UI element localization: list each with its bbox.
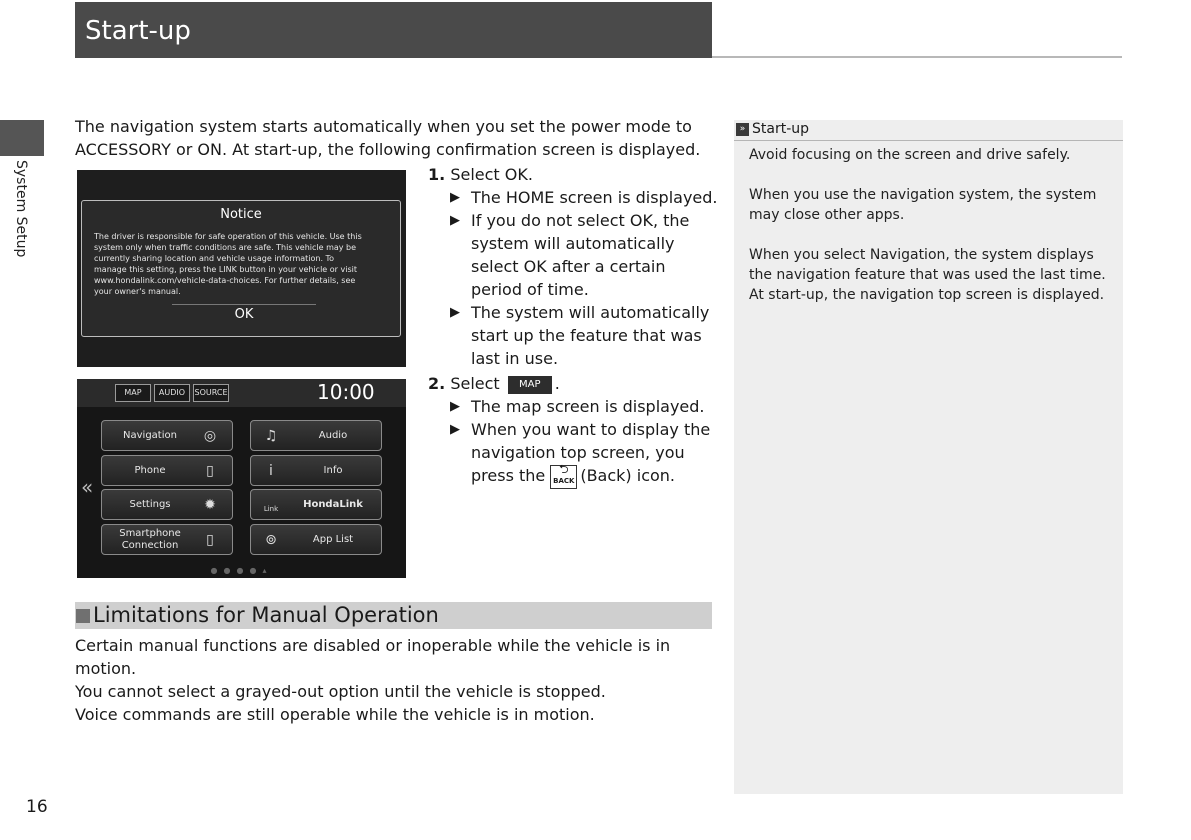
play-arrow-icon: ▶ — [450, 213, 460, 228]
section-title: Limitations for Manual Operation — [93, 603, 439, 627]
step-text: Select — [450, 374, 505, 393]
notice-line: your owner's manual. — [94, 287, 181, 296]
hondalink-button[interactable] — [250, 489, 382, 520]
steps — [428, 163, 718, 489]
audio-button[interactable] — [250, 420, 382, 451]
step-text: . — [554, 374, 560, 393]
map-chip-icon: MAP — [508, 376, 552, 394]
step-2-sub-b — [428, 418, 718, 489]
notice-line: The driver is responsible for safe operation of this vehicle. Use this — [94, 232, 362, 241]
step-text: . — [527, 165, 533, 184]
sidebar-paragraph: Avoid focusing on the screen and drive safely. — [749, 147, 1071, 163]
phone-icon: ▯ — [206, 463, 214, 479]
home-top-bar — [77, 379, 406, 407]
section-square-icon — [76, 609, 90, 623]
intro-paragraph: The navigation system starts automatically when you set the power mode to ACCESSORY or ON. At start-up, the following confirmation screen is displayed. — [75, 117, 701, 159]
hondalink-button-label: HondaLink — [303, 499, 363, 510]
sub-text: The map screen is displayed. — [471, 397, 705, 416]
sub-text: The system will automatically start up the feature that was last in use. — [471, 303, 710, 368]
navigation-button[interactable] — [101, 420, 233, 451]
sidebar-keyword: Navigation — [869, 247, 946, 263]
music-note-icon: ♫ — [264, 428, 278, 444]
smartphone-connection-button[interactable] — [101, 524, 233, 555]
phone-button-label: Phone — [134, 465, 166, 476]
title-rule — [712, 56, 1122, 58]
notice-title: Notice — [220, 207, 262, 222]
sidebar-text: , the system displays the navigation feature that was used the last time. At start-up, the navigation top screen is displayed. — [749, 247, 1106, 303]
notice-line: www.hondalink.com/vehicle-data-choices. For further details, see — [94, 276, 356, 285]
app-list-button[interactable] — [250, 524, 382, 555]
step-1-sub-a — [428, 186, 718, 209]
page-title: Start-up — [85, 16, 191, 46]
limitations-line: You cannot select a grayed-out option until the vehicle is stopped. — [75, 682, 606, 701]
tab-audio[interactable]: AUDIO — [154, 384, 190, 402]
settings-button[interactable] — [101, 489, 233, 520]
sidebar-text: When you select — [749, 247, 870, 263]
app-list-button-label: App List — [312, 534, 354, 545]
step-2 — [428, 372, 718, 395]
step-2-sub-a — [428, 395, 718, 418]
step-keyword: OK — [504, 165, 528, 184]
info-button-label: Info — [323, 465, 343, 476]
sidebar-header — [734, 120, 1123, 141]
double-chevron-icon: » — [736, 123, 749, 136]
step-1-sub-c — [428, 301, 718, 370]
limitations-text — [75, 634, 715, 726]
sidebar-body — [749, 145, 1114, 325]
play-arrow-icon: ▶ — [450, 305, 460, 320]
gear-icon: ✹ — [204, 497, 216, 513]
sub-text: , the system will automatically select OK after a certain period of time. — [471, 211, 690, 299]
navigation-icon: ◎ — [203, 428, 217, 444]
notice-line: currently sharing location and vehicle usage information. To — [94, 254, 334, 263]
notice-body — [94, 231, 392, 297]
navigation-button-label: Navigation — [123, 430, 177, 441]
limitations-line: Voice commands are still operable while the vehicle is in motion. — [75, 705, 595, 724]
step-number: 2. — [428, 374, 446, 393]
sidebar-paragraph: When you use the navigation system, the system may close other apps. — [749, 187, 1097, 223]
play-arrow-icon: ▶ — [450, 399, 460, 414]
notice-line: manage this setting, press the LINK button in your vehicle or visit — [94, 265, 357, 274]
title-bar — [75, 2, 712, 58]
sidebar-note — [734, 120, 1123, 794]
info-icon: i — [269, 463, 273, 479]
play-arrow-icon: ▶ — [450, 190, 460, 205]
settings-button-label: Settings — [129, 499, 171, 510]
link-icon: Link — [263, 505, 279, 513]
sidebar-title: Start-up — [752, 121, 810, 137]
notice-screen-image — [77, 170, 406, 367]
step-1-sub-b — [428, 209, 718, 301]
sub-text: The HOME screen is displayed. — [471, 188, 718, 207]
sub-keyword: OK — [629, 211, 653, 230]
sidebar-paragraph — [749, 245, 1114, 305]
side-tab-marker — [0, 120, 44, 156]
sub-text: When you want to display the navigation top screen, you press the — [471, 420, 711, 485]
sub-text: (Back) icon. — [580, 466, 675, 485]
chevron-left-icon[interactable]: « — [81, 475, 94, 499]
smartphone-connection-button-label: Smartphone Connection — [119, 528, 181, 551]
play-arrow-icon: ▶ — [450, 422, 460, 437]
notice-dialog — [81, 200, 401, 337]
side-tab-label: System Setup — [13, 160, 29, 258]
section-header — [75, 602, 712, 629]
home-clock: 10:00 — [317, 380, 375, 404]
limitations-line: Certain manual functions are disabled or inoperable while the vehicle is in motion. — [75, 636, 671, 678]
back-icon: ⮌ BACK — [550, 465, 577, 489]
app-list-icon: ⊚ — [265, 532, 277, 548]
home-screen-image — [77, 379, 406, 578]
tab-map[interactable]: MAP — [115, 384, 151, 402]
step-text: Select — [450, 165, 505, 184]
step-number: 1. — [428, 165, 446, 184]
notice-ok-button[interactable]: OK — [172, 304, 316, 324]
audio-button-label: Audio — [318, 430, 348, 441]
info-button[interactable] — [250, 455, 382, 486]
phone-button[interactable] — [101, 455, 233, 486]
page-number: 16 — [26, 797, 48, 817]
page-indicator-dots: ●●●●▴ — [210, 566, 273, 575]
back-icon-text: BACK — [553, 476, 575, 485]
notice-line: system only when traffic conditions are safe. This vehicle may be — [94, 243, 357, 252]
sub-text: If you do not select — [471, 211, 630, 230]
step-1 — [428, 163, 718, 186]
smartphone-icon: ▯ — [206, 532, 214, 548]
tab-source[interactable]: SOURCE — [193, 384, 229, 402]
